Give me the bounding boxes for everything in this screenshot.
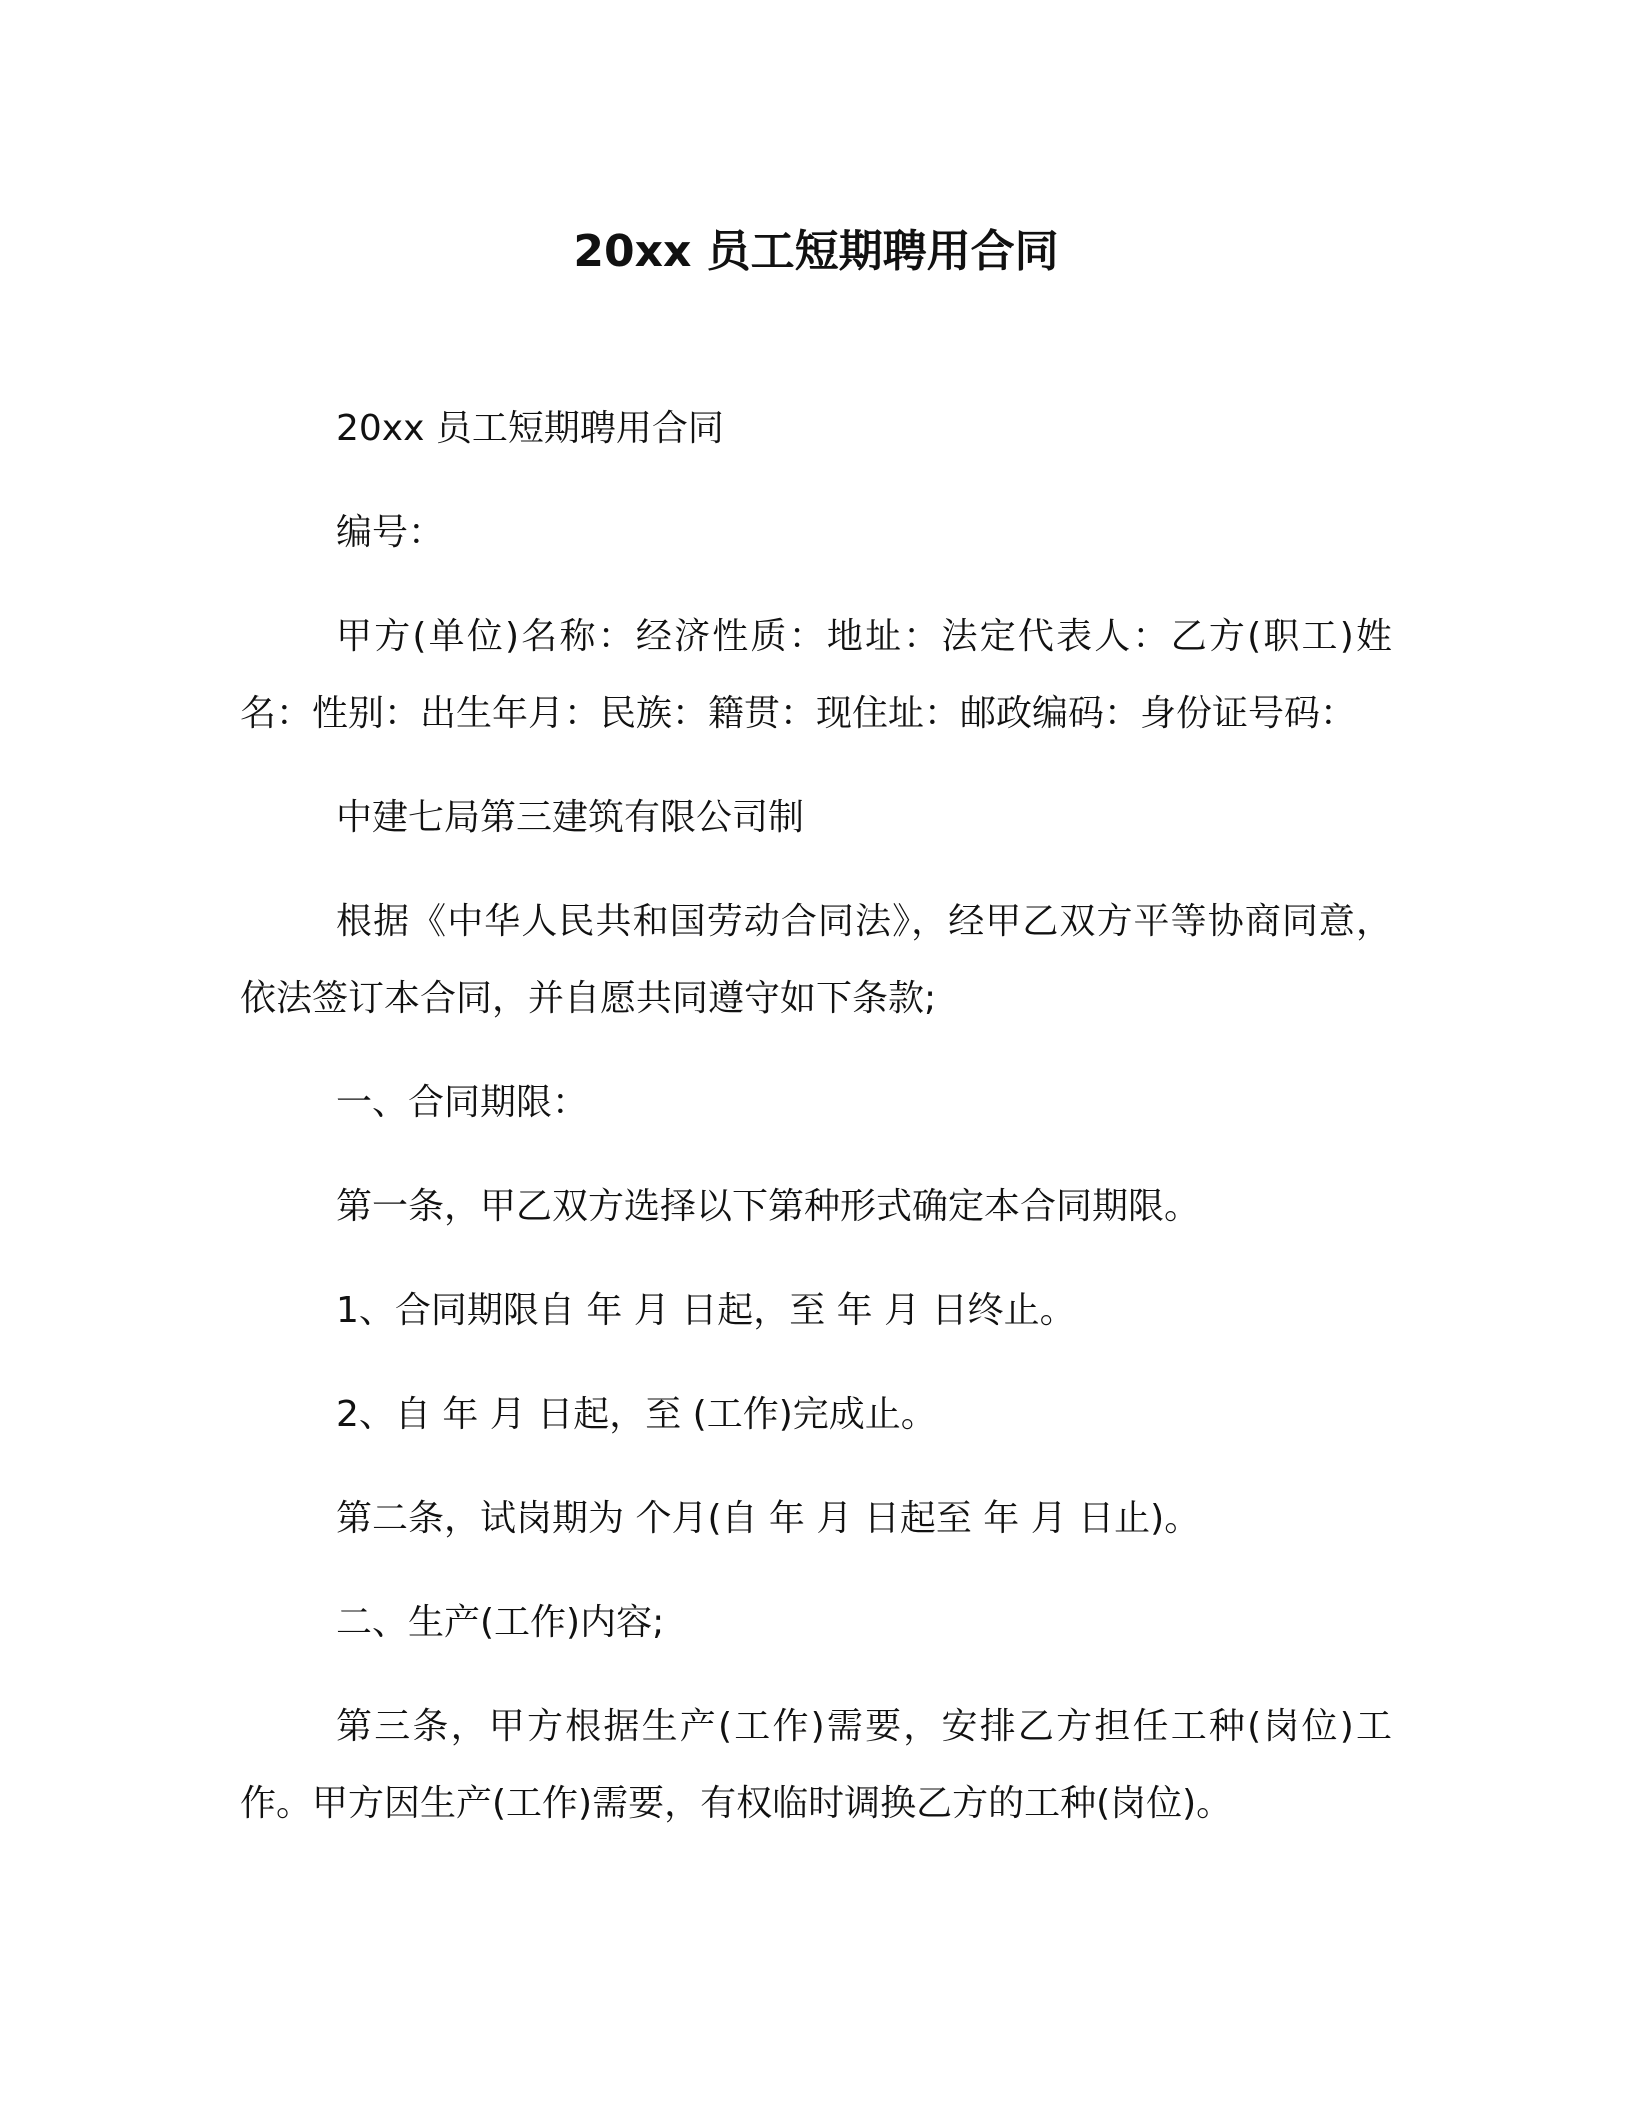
article-3-paragraph: 第三条，甲方根据生产(工作)需要，安排乙方担任工种(岗位)工作。甲方因生产(工作)需要，有权临时调换乙方的工种(岗位)。 bbox=[240, 1706, 1392, 1824]
article-2-paragraph: 第二条，试岗期为 个月(自 年 月 日起至 年 月 日止)。 bbox=[336, 1498, 1201, 1539]
document-body bbox=[240, 390, 1392, 1842]
document-title: 20xx 员工短期聘用合同 bbox=[573, 226, 1059, 277]
section-heading-term: 一、合同期限： bbox=[336, 1082, 589, 1123]
contract-number-paragraph: 编号： bbox=[336, 512, 445, 553]
company-paragraph: 中建七局第三建筑有限公司制 bbox=[336, 797, 805, 838]
party-info-paragraph: 甲方(单位)名称：经济性质：地址：法定代表人：乙方(职工)姓名：性别：出生年月：民族：籍贯：现住址：邮政编码：身份证号码： bbox=[240, 616, 1392, 734]
term-option-1-paragraph: 1、合同期限自 年 月 日起，至 年 月 日终止。 bbox=[336, 1290, 1076, 1331]
section-heading-work-content: 二、生产(工作)内容; bbox=[336, 1602, 665, 1643]
subtitle-paragraph: 20xx 员工短期聘用合同 bbox=[336, 408, 724, 449]
term-option-2-paragraph: 2、自 年 月 日起，至 (工作)完成止。 bbox=[336, 1394, 937, 1435]
article-1-paragraph: 第一条，甲乙双方选择以下第种形式确定本合同期限。 bbox=[336, 1186, 1201, 1227]
legal-basis-paragraph: 根据《中华人民共和国劳动合同法》，经甲乙双方平等协商同意，依法签订本合同，并自愿共同遵守如下条款; bbox=[240, 901, 1392, 1019]
